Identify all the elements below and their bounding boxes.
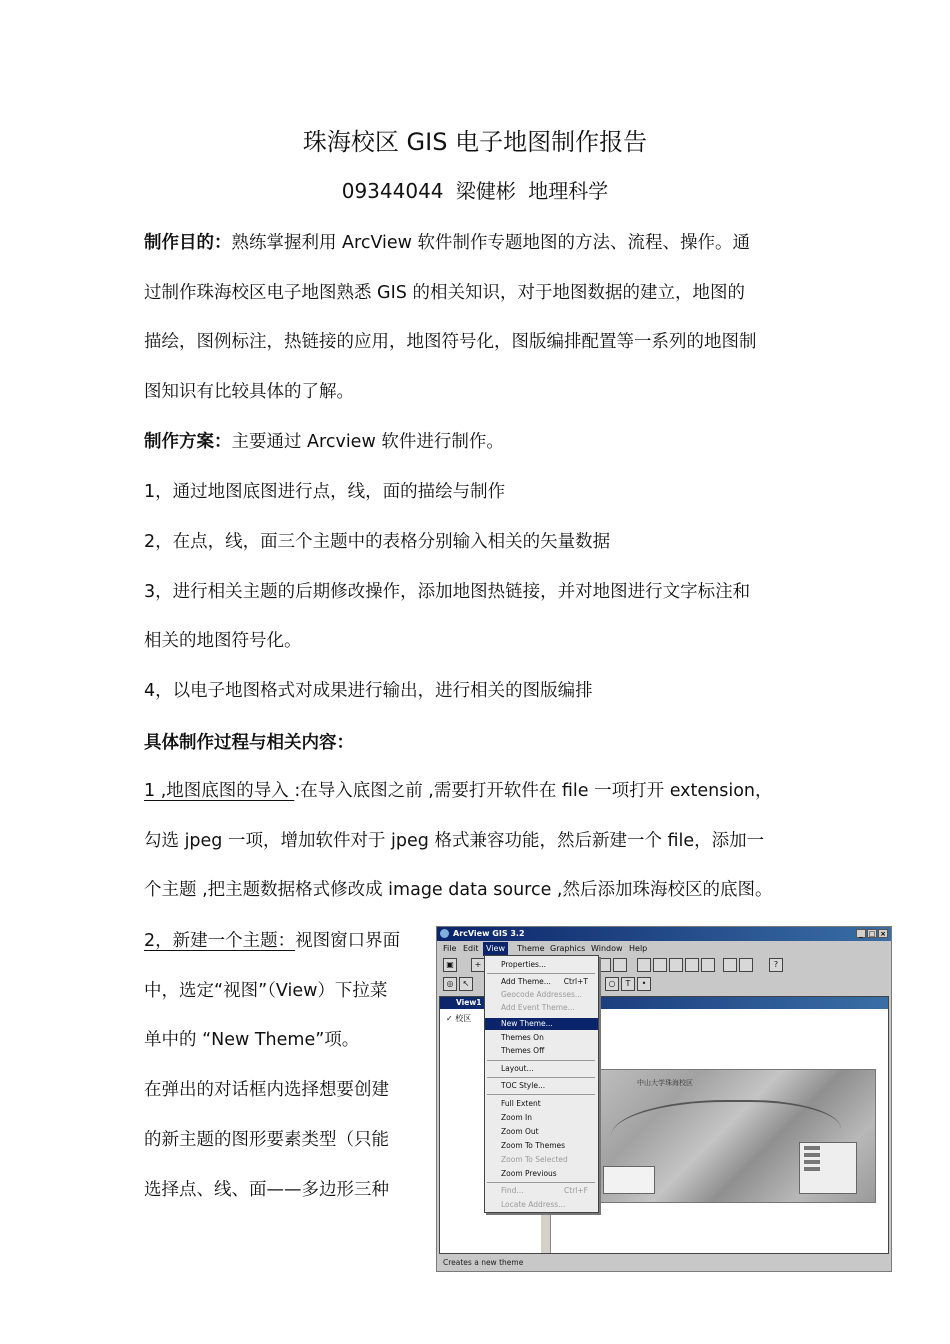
purpose-label: 制作目的： bbox=[144, 233, 232, 253]
map-legend bbox=[799, 1142, 857, 1194]
zoom-selected-icon[interactable] bbox=[701, 958, 715, 972]
app-titlebar bbox=[437, 927, 891, 941]
step2-line-2: 中，选定“视图”（View）下拉菜 bbox=[144, 981, 388, 1001]
menu-item-geocode: Geocode Addresses... bbox=[501, 990, 583, 999]
plan-step-2: 2，在点，线，面三个主题中的表格分别输入相关的矢量数据 bbox=[144, 532, 611, 552]
menu-item-themes-off[interactable]: Themes Off bbox=[501, 1046, 545, 1055]
step1-heading: 1 ,地图底图的导入 bbox=[144, 781, 295, 801]
help-icon[interactable]: ? bbox=[769, 958, 783, 972]
plan-label: 制作方案： bbox=[144, 432, 232, 452]
table-icon[interactable] bbox=[637, 958, 651, 972]
menu-item-zoom-to-themes[interactable]: Zoom To Themes bbox=[501, 1141, 566, 1150]
menu-graphics[interactable]: Graphics bbox=[550, 944, 586, 953]
menu-item-find: Find... Ctrl+F bbox=[501, 1186, 588, 1195]
menu-theme[interactable]: Theme bbox=[517, 944, 545, 953]
add-theme-icon[interactable]: + bbox=[471, 958, 485, 972]
view-dropdown-menu bbox=[484, 955, 599, 1213]
menu-item-full-extent[interactable]: Full Extent bbox=[501, 1099, 541, 1108]
circle-tool-icon[interactable]: ○ bbox=[605, 977, 619, 991]
theme-icon[interactable] bbox=[597, 958, 611, 972]
purpose-paragraph-line-4: 图知识有比较具体的了解。 bbox=[144, 382, 354, 402]
select-icon[interactable] bbox=[653, 958, 667, 972]
document-title: 珠海校区 GIS 电子地图制作报告 bbox=[302, 128, 648, 156]
plan-step-4: 4，以电子地图格式对成果进行输出，进行相关的图版编排 bbox=[144, 681, 593, 701]
arcview-screenshot bbox=[436, 926, 892, 1272]
author-line: 09344044 梁健彬 地理科学 bbox=[341, 179, 609, 203]
menu-edit[interactable]: Edit bbox=[463, 944, 479, 953]
menu-item-zoom-to-selected: Zoom To Selected bbox=[501, 1155, 568, 1164]
text-tool-icon[interactable]: T bbox=[621, 977, 635, 991]
view-title: View1 bbox=[456, 998, 482, 1007]
zoom-theme-icon[interactable] bbox=[685, 958, 699, 972]
plan-paragraph: 制作方案：主要通过 Arcview 软件进行制作。 bbox=[144, 432, 504, 452]
menu-item-zoom-out[interactable]: Zoom Out bbox=[501, 1127, 539, 1136]
plan-step-3-cont: 相关的地图符号化。 bbox=[144, 631, 302, 651]
hotlink-icon[interactable] bbox=[739, 958, 753, 972]
purpose-paragraph-line-1: 制作目的：熟练掌握利用 ArcView 软件制作专题地图的方法、流程、操作。通 bbox=[144, 233, 751, 253]
campus-map-image bbox=[600, 1069, 876, 1203]
process-heading: 具体制作过程与相关内容： bbox=[144, 733, 354, 753]
menu-item-add-theme[interactable]: Add Theme... Ctrl+T bbox=[501, 977, 588, 986]
app-globe-icon bbox=[440, 929, 449, 938]
app-title: ArcView GIS 3.2 bbox=[453, 929, 525, 938]
map-title: 中山大学珠海校区 bbox=[637, 1079, 693, 1087]
step1-line-1: 1 ,地图底图的导入 :在导入底图之前 ,需要打开软件在 file 一项打开 extension， bbox=[144, 781, 773, 801]
edit-legend-icon[interactable] bbox=[613, 958, 627, 972]
status-bar: Creates a new theme bbox=[443, 1258, 524, 1267]
menu-item-new-theme[interactable]: New Theme... bbox=[485, 1018, 598, 1030]
menu-view[interactable]: View bbox=[483, 942, 508, 956]
plan-step-1: 1，通过地图底图进行点，线，面的描绘与制作 bbox=[144, 482, 506, 502]
menu-item-properties[interactable]: Properties... bbox=[501, 960, 547, 969]
step1-line-2: 勾选 jpeg 一项，增加软件对于 jpeg 格式兼容功能，然后新建一个 file，添加一 bbox=[144, 831, 765, 851]
identify-icon[interactable]: ◎ bbox=[443, 977, 457, 991]
menu-item-locate-address: Locate Address... bbox=[501, 1200, 566, 1209]
menu-file[interactable]: File bbox=[443, 944, 457, 953]
purpose-paragraph-line-3: 描绘，图例标注，热链接的应用，地图符号化，图版编排配置等一系列的地图制 bbox=[144, 332, 757, 352]
step2-line-1: 2，新建一个主题：视图窗口界面 bbox=[144, 931, 401, 951]
menu-item-toc-style[interactable]: TOC Style... bbox=[501, 1081, 546, 1090]
map-textbox bbox=[603, 1166, 655, 1194]
step2-line-5: 的新主题的图形要素类型（只能 bbox=[144, 1130, 389, 1150]
close-button[interactable]: × bbox=[878, 929, 888, 938]
purpose-paragraph-line-2: 过制作珠海校区电子地图熟悉 GIS 的相关知识，对于地图数据的建立，地图的 bbox=[144, 283, 745, 303]
menu-item-zoom-previous[interactable]: Zoom Previous bbox=[501, 1169, 557, 1178]
menu-item-zoom-in[interactable]: Zoom In bbox=[501, 1113, 532, 1122]
plan-step-3: 3，进行相关主题的后期修改操作，添加地图热链接，并对地图进行文字标注和 bbox=[144, 582, 751, 602]
toc-theme-item[interactable]: ✓ 校区 bbox=[446, 1014, 472, 1023]
zoom-full-icon[interactable] bbox=[669, 958, 683, 972]
maximize-button[interactable]: □ bbox=[868, 930, 876, 938]
menu-item-themes-on[interactable]: Themes On bbox=[501, 1033, 544, 1042]
pointer-icon[interactable]: ↖ bbox=[459, 977, 473, 991]
menu-help[interactable]: Help bbox=[629, 944, 648, 953]
step2-heading: 2，新建一个主题： bbox=[144, 931, 296, 951]
layout-icon[interactable] bbox=[723, 958, 737, 972]
save-icon[interactable]: ▣ bbox=[443, 958, 457, 972]
minimize-button[interactable]: _ bbox=[856, 929, 866, 938]
menu-window[interactable]: Window bbox=[591, 944, 623, 953]
point-tool-icon[interactable]: • bbox=[637, 977, 651, 991]
step2-line-3: 单中的 “New Theme”项。 bbox=[144, 1030, 360, 1050]
step1-line-3: 个主题 ,把主题数据格式修改成 image data source ,然后添加珠海校区的底图。 bbox=[144, 880, 773, 900]
step2-line-4: 在弹出的对话框内选择想要创建 bbox=[144, 1080, 389, 1100]
menu-item-layout[interactable]: Layout... bbox=[501, 1064, 534, 1073]
step2-line-6: 选择点、线、面——多边形三种 bbox=[144, 1180, 389, 1200]
menu-item-add-event-theme: Add Event Theme... bbox=[501, 1003, 575, 1012]
menubar bbox=[437, 942, 891, 956]
